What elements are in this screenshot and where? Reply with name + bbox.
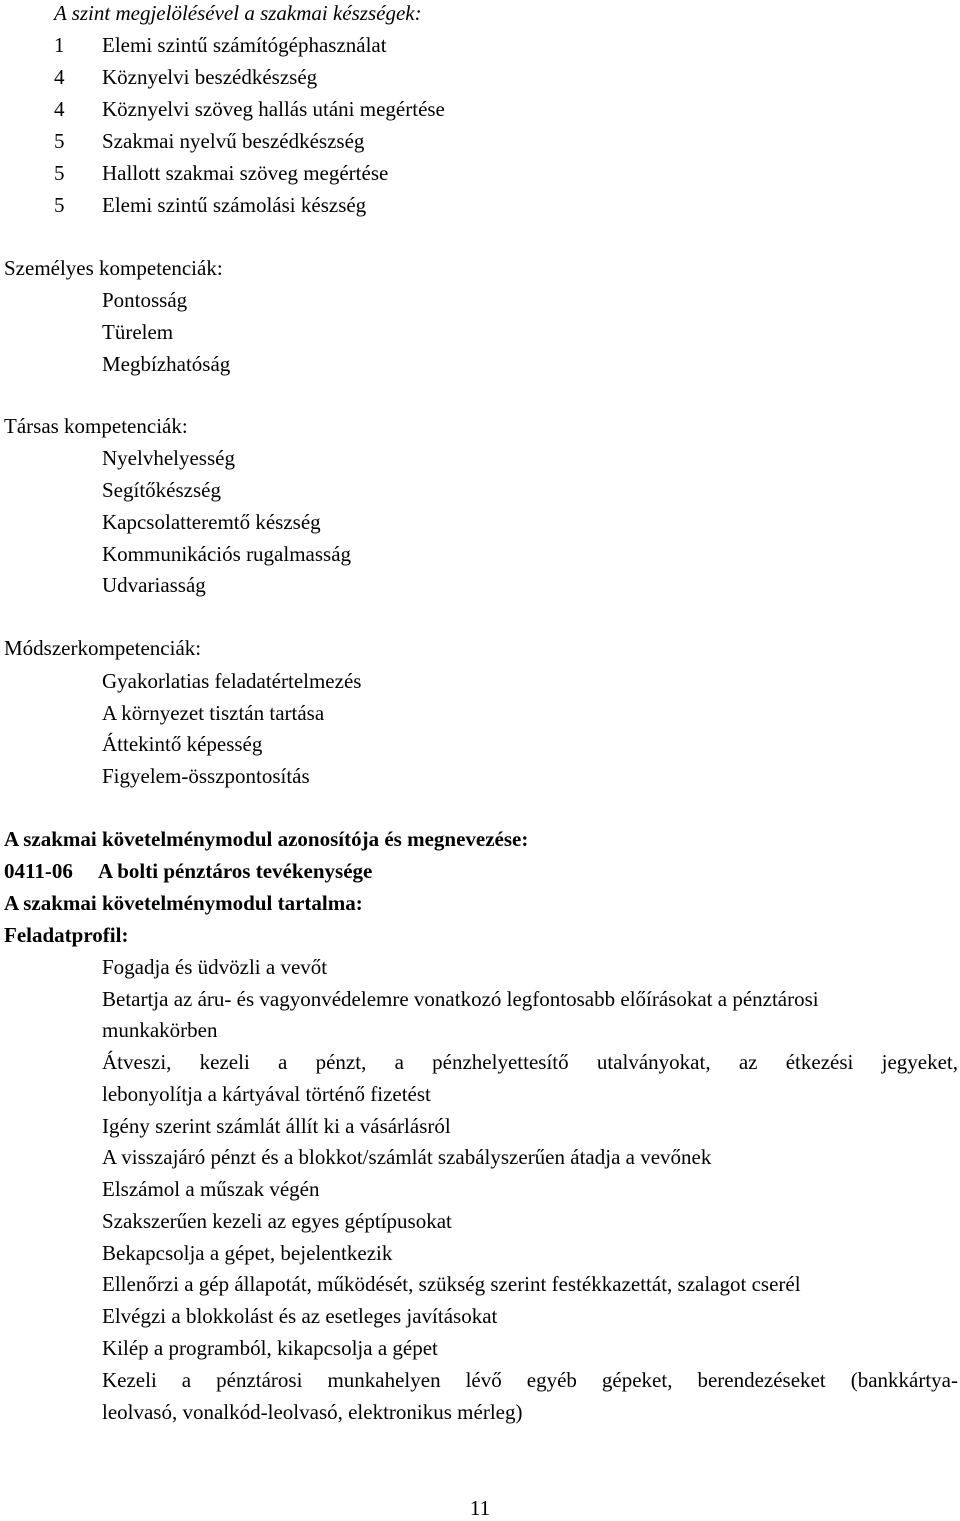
- page-number: 11: [469, 1496, 491, 1520]
- task-item: Bekapcsolja a gépet, bejelentkezik: [102, 1241, 393, 1265]
- task-item: Fogadja és üdvözli a vevőt: [102, 955, 328, 979]
- task-item: Ellenőrzi a gép állapotát, működését, szükség szerint festékkazettát, szalagot cserél: [102, 1272, 801, 1296]
- social-competency-item: Udvariasság: [102, 573, 206, 597]
- skill-text: Elemi szintű számítógéphasználat: [102, 33, 387, 57]
- module-code: 0411-06: [4, 859, 73, 883]
- skill-level: 5: [54, 129, 65, 153]
- skill-level: 4: [54, 65, 65, 89]
- skills-header: A szint megjelölésével a szakmai készségek:: [54, 1, 422, 25]
- task-item-continued: munkakörben: [102, 1018, 218, 1042]
- task-item: A visszajáró pénzt és a blokkot/számlát szabályszerűen átadja a vevőnek: [102, 1145, 712, 1169]
- skill-row: [0, 32, 960, 58]
- skill-text: Szakmai nyelvű beszédkészség: [102, 129, 365, 153]
- personal-competency-item: Megbízhatóság: [102, 352, 231, 376]
- module-id-heading: A szakmai követelménymodul azonosítója és megnevezése:: [4, 827, 529, 851]
- task-item: Átveszi, kezeli a pénzt, a pénzhelyettesítő utalványokat, az étkezési jegyeket,: [102, 1050, 958, 1074]
- task-item: Szakszerűen kezeli az egyes géptípusokat: [102, 1209, 452, 1233]
- skill-text: Köznyelvi szöveg hallás utáni megértése: [102, 97, 445, 121]
- social-competency-item: Kommunikációs rugalmasság: [102, 542, 352, 566]
- task-item: Igény szerint számlát állít ki a vásárlásról: [102, 1114, 451, 1138]
- method-competency-item: Gyakorlatias feladatértelmezés: [102, 669, 362, 693]
- skill-level: 5: [54, 193, 65, 217]
- method-competency-item: Figyelem-összpontosítás: [102, 764, 310, 788]
- skill-row: [0, 160, 960, 186]
- task-item: Kilép a programból, kikapcsolja a gépet: [102, 1336, 438, 1360]
- task-item-continued: leolvasó, vonalkód-leolvasó, elektronikus mérleg): [102, 1400, 523, 1424]
- skill-text: Hallott szakmai szöveg megértése: [102, 161, 389, 185]
- method-competency-item: Áttekintő képesség: [102, 732, 263, 756]
- task-item: Betartja az áru- és vagyonvédelemre vonatkozó legfontosabb előírásokat a pénztárosi: [102, 987, 819, 1011]
- social-competencies-heading: Társas kompetenciák:: [4, 414, 188, 438]
- skill-row: [0, 128, 960, 154]
- method-competency-item: A környezet tisztán tartása: [102, 701, 325, 725]
- skill-row: [0, 64, 960, 90]
- social-competency-item: Nyelvhelyesség: [102, 446, 235, 470]
- skill-text: Köznyelvi beszédkészség: [102, 65, 318, 89]
- personal-competency-item: Pontosság: [102, 288, 188, 312]
- module-name: A bolti pénztáros tevékenysége: [98, 859, 373, 883]
- task-item: Elszámol a műszak végén: [102, 1177, 320, 1201]
- skill-row: [0, 192, 960, 218]
- personal-competencies-heading: Személyes kompetenciák:: [4, 256, 223, 280]
- social-competency-item: Kapcsolatteremtő készség: [102, 510, 321, 534]
- module-content-heading: A szakmai követelménymodul tartalma:: [4, 891, 363, 915]
- skill-level: 5: [54, 161, 65, 185]
- task-item-continued: lebonyolítja a kártyával történő fizetést: [102, 1082, 431, 1106]
- task-item: Elvégzi a blokkolást és az esetleges javításokat: [102, 1304, 498, 1328]
- skill-level: 4: [54, 97, 65, 121]
- task-item: Kezeli a pénztárosi munkahelyen lévő egyéb gépeket, berendezéseket (bankkártya-: [102, 1368, 958, 1392]
- task-profile-heading: Feladatprofil:: [4, 923, 129, 947]
- skill-row: [0, 96, 960, 122]
- method-competencies-heading: Módszerkompetenciák:: [4, 636, 202, 660]
- social-competency-item: Segítőkészség: [102, 478, 221, 502]
- personal-competency-item: Türelem: [102, 320, 174, 344]
- skill-level: 1: [54, 33, 65, 57]
- skill-text: Elemi szintű számolási készség: [102, 193, 367, 217]
- module-title: [4, 858, 704, 884]
